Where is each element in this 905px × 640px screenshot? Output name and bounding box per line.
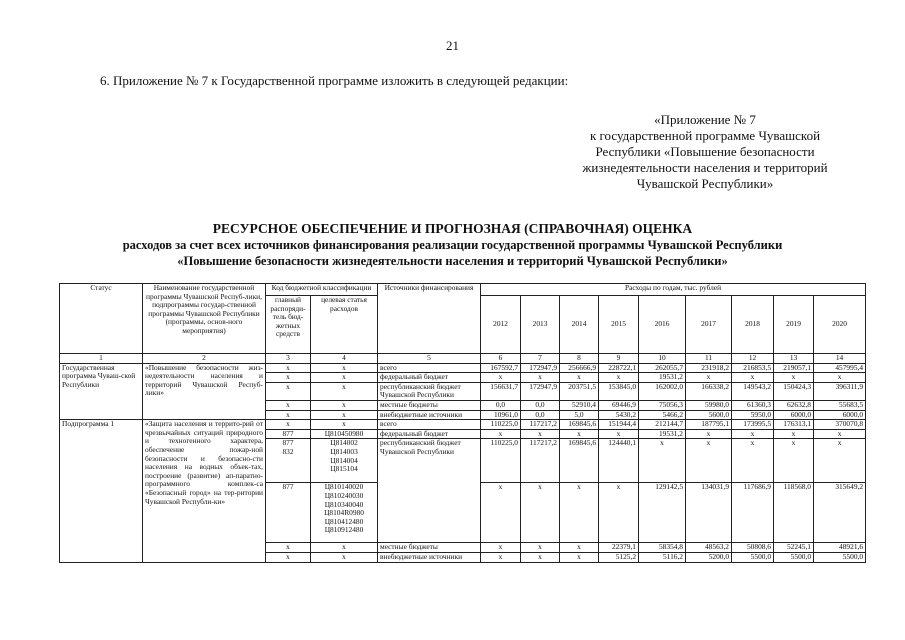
cell-value: x bbox=[481, 373, 521, 383]
cell-value: x bbox=[599, 483, 639, 543]
cell-main: 877 832 bbox=[266, 439, 311, 483]
cell-source: всего bbox=[378, 363, 481, 373]
cell-source: внебюджетные источники bbox=[378, 410, 481, 420]
cell-target: x bbox=[311, 410, 378, 420]
table-subtitle-program: «Повышение безопасности жизнедеятельности населения и территорий Чувашской Республики» bbox=[177, 254, 728, 268]
sp-status: Подпрограмма 1 bbox=[60, 420, 143, 562]
cell-main: x bbox=[266, 363, 311, 373]
col-number: 14 bbox=[814, 354, 866, 364]
cell-value: x bbox=[521, 552, 560, 562]
cell-value: 5950,0 bbox=[732, 410, 774, 420]
col-number: 4 bbox=[311, 354, 378, 364]
cell-value: x bbox=[814, 439, 866, 483]
table-title: РЕСУРСНОЕ ОБЕСПЕЧЕНИЕ И ПРОГНОЗНАЯ (СПРАВОЧНАЯ) ОЦЕНКА bbox=[212, 221, 693, 236]
cell-target: x bbox=[311, 543, 378, 553]
cell-value: 62632,8 bbox=[774, 400, 814, 410]
cell-value: 129142,5 bbox=[639, 483, 686, 543]
cell-value: 167592,7 bbox=[481, 363, 521, 373]
cell-value: x bbox=[686, 429, 732, 439]
cell-value: x bbox=[686, 373, 732, 383]
header-budget-code: Код бюджетной классификации bbox=[266, 284, 378, 296]
cell-value: x bbox=[521, 429, 560, 439]
cell-value: 110225,0 bbox=[481, 420, 521, 430]
col-number: 9 bbox=[599, 354, 639, 364]
cell-value: 203751,5 bbox=[560, 382, 599, 400]
header-target-item: целевая статья расходов bbox=[311, 296, 378, 354]
cell-main: x bbox=[266, 420, 311, 430]
cell-main: 877 bbox=[266, 429, 311, 439]
cell-target: Ц810450980 bbox=[311, 429, 378, 439]
cell-value: x bbox=[560, 429, 599, 439]
col-number: 13 bbox=[774, 354, 814, 364]
cell-value: 59980,0 bbox=[686, 400, 732, 410]
cell-value: 5500,0 bbox=[774, 552, 814, 562]
cell-value: 162002,0 bbox=[639, 382, 686, 400]
cell-value: x bbox=[560, 543, 599, 553]
cell-main: x bbox=[266, 382, 311, 400]
cell-value: 156631,7 bbox=[481, 382, 521, 400]
cell-value: 69446,9 bbox=[599, 400, 639, 410]
cell-value: 228722,1 bbox=[599, 363, 639, 373]
cell-value: 216853,5 bbox=[732, 363, 774, 373]
cell-value: 61360,3 bbox=[732, 400, 774, 410]
cell-value: 172947,9 bbox=[521, 363, 560, 373]
header-year: 2012 bbox=[481, 296, 521, 354]
cell-value: 231918,2 bbox=[686, 363, 732, 373]
appendix-header bbox=[540, 112, 870, 192]
cell-value: 19531,2 bbox=[639, 429, 686, 439]
cell-value: x bbox=[774, 373, 814, 383]
cell-source: местные бюджеты bbox=[378, 543, 481, 553]
cell-value: x bbox=[639, 439, 686, 483]
cell-value: 212144,7 bbox=[639, 420, 686, 430]
col-number: 6 bbox=[481, 354, 521, 364]
cell-value: x bbox=[560, 483, 599, 543]
cell-value: 117686,9 bbox=[732, 483, 774, 543]
cell-value: 0,0 bbox=[521, 410, 560, 420]
cell-value: 124440,1 bbox=[599, 439, 639, 483]
sp-name: «Защита населения и террито-рий от чрезвычайных ситуаций природного и техногенного характера, обеспечение пожар-ной безопасности и безопасно-сти населения на водных объек-тах, построение (развитие) ап-паратно-программного комплек-са «Безопасный город» на тер-ритории Чувашской Республи-ки» bbox=[143, 420, 266, 562]
cell-main: x bbox=[266, 543, 311, 553]
cell-value: x bbox=[560, 552, 599, 562]
cell-target: x bbox=[311, 400, 378, 410]
cell-value: 262055,7 bbox=[639, 363, 686, 373]
cell-value: 110225,0 bbox=[481, 439, 521, 483]
cell-value: x bbox=[481, 543, 521, 553]
cell-main: x bbox=[266, 400, 311, 410]
cell-value: 48563,2 bbox=[686, 543, 732, 553]
cell-value: 5466,2 bbox=[639, 410, 686, 420]
header-year: 2015 bbox=[599, 296, 639, 354]
cell-value: x bbox=[774, 429, 814, 439]
cell-main: x bbox=[266, 552, 311, 562]
appendix-line: «Приложение № 7 bbox=[654, 112, 756, 127]
cell-target: x bbox=[311, 373, 378, 383]
cell-value: 58354,8 bbox=[639, 543, 686, 553]
cell-value: x bbox=[599, 373, 639, 383]
cell-value: 5500,0 bbox=[732, 552, 774, 562]
cell-main: x bbox=[266, 410, 311, 420]
gp-name: «Повышение безопасности жиз-недеятельности населения и территорий Чувашской Респуб-лики» bbox=[143, 363, 266, 420]
cell-value: 5200,0 bbox=[686, 552, 732, 562]
cell-value: 5600,0 bbox=[686, 410, 732, 420]
cell-target: x bbox=[311, 382, 378, 400]
appendix-line: Республики «Повышение безопасности bbox=[595, 144, 815, 159]
cell-value: x bbox=[521, 543, 560, 553]
cell-value: 169845,6 bbox=[560, 439, 599, 483]
cell-value: 5116,2 bbox=[639, 552, 686, 562]
header-status: Статус bbox=[60, 284, 143, 354]
col-number: 3 bbox=[266, 354, 311, 364]
appendix-line: Чувашской Республики» bbox=[636, 176, 774, 191]
cell-value: 5430,2 bbox=[599, 410, 639, 420]
cell-value: 134031,9 bbox=[686, 483, 732, 543]
cell-source: местные бюджеты bbox=[378, 400, 481, 410]
col-number: 8 bbox=[560, 354, 599, 364]
cell-value: 153845,0 bbox=[599, 382, 639, 400]
header-expenses: Расходы по годам, тыс. рублей bbox=[481, 284, 866, 296]
cell-value: x bbox=[814, 373, 866, 383]
cell-value: x bbox=[686, 439, 732, 483]
cell-value: 117217,2 bbox=[521, 439, 560, 483]
header-source: Источники финансирования bbox=[378, 284, 481, 354]
cell-value: x bbox=[481, 552, 521, 562]
cell-value: x bbox=[774, 439, 814, 483]
col-number: 11 bbox=[686, 354, 732, 364]
cell-source: республиканский бюджет Чувашской Республики bbox=[378, 382, 481, 400]
cell-value: 172947,9 bbox=[521, 382, 560, 400]
cell-value: 219057,1 bbox=[774, 363, 814, 373]
cell-source: федеральный бюджет bbox=[378, 429, 481, 439]
cell-value: 19531,2 bbox=[639, 373, 686, 383]
cell-source: внебюджетные источники bbox=[378, 552, 481, 562]
cell-value: 176313,1 bbox=[774, 420, 814, 430]
header-year: 2018 bbox=[732, 296, 774, 354]
cell-value: 6000,0 bbox=[814, 410, 866, 420]
intro-paragraph: 6. Приложение № 7 к Государственной программе изложить в следующей редакции: bbox=[100, 73, 569, 88]
cell-value: 396311,9 bbox=[814, 382, 866, 400]
header-year: 2020 bbox=[814, 296, 866, 354]
cell-value: 118568,0 bbox=[774, 483, 814, 543]
cell-source: республиканский бюджет Чувашской Республики bbox=[378, 439, 481, 543]
cell-value: 173995,5 bbox=[732, 420, 774, 430]
cell-value: 166338,2 bbox=[686, 382, 732, 400]
cell-value: 5500,0 bbox=[814, 552, 866, 562]
col-number: 2 bbox=[143, 354, 266, 364]
cell-main: 877 bbox=[266, 483, 311, 543]
cell-value: x bbox=[481, 483, 521, 543]
cell-value: 169845,6 bbox=[560, 420, 599, 430]
header-main-manager: главный распоряди-тель бюд-жетных средств bbox=[266, 296, 311, 354]
cell-value: x bbox=[481, 429, 521, 439]
cell-value: x bbox=[521, 373, 560, 383]
cell-value: 117217,2 bbox=[521, 420, 560, 430]
cell-value: 0,0 bbox=[481, 400, 521, 410]
header-year: 2014 bbox=[560, 296, 599, 354]
cell-target: Ц810140020 Ц810240030 Ц810340040 Ц8104R0980 Ц810412480 Ц810912480 bbox=[311, 483, 378, 543]
cell-value: x bbox=[521, 483, 560, 543]
cell-target: x bbox=[311, 552, 378, 562]
cell-value: x bbox=[599, 429, 639, 439]
col-number: 7 bbox=[521, 354, 560, 364]
col-number: 1 bbox=[60, 354, 143, 364]
cell-value: 52245,1 bbox=[774, 543, 814, 553]
cell-value: 5,0 bbox=[560, 410, 599, 420]
table-row bbox=[60, 363, 866, 373]
cell-value: x bbox=[732, 429, 774, 439]
gp-status: Государственная программа Чуваш-ской Республики bbox=[60, 363, 143, 420]
cell-value: 149543,2 bbox=[732, 382, 774, 400]
col-number: 12 bbox=[732, 354, 774, 364]
cell-value: 315649,2 bbox=[814, 483, 866, 543]
cell-value: 52910,4 bbox=[560, 400, 599, 410]
table-row bbox=[60, 420, 866, 430]
cell-value: x bbox=[814, 429, 866, 439]
header-year: 2013 bbox=[521, 296, 560, 354]
col-number: 5 bbox=[378, 354, 481, 364]
cell-target: Ц814002 Ц814003 Ц814004 Ц815104 bbox=[311, 439, 378, 483]
cell-target: x bbox=[311, 420, 378, 430]
cell-value: 22379,1 bbox=[599, 543, 639, 553]
cell-value: 0,0 bbox=[521, 400, 560, 410]
cell-source: федеральный бюджет bbox=[378, 373, 481, 383]
header-year: 2016 bbox=[639, 296, 686, 354]
cell-value: 370070,8 bbox=[814, 420, 866, 430]
cell-value: 10961,0 bbox=[481, 410, 521, 420]
cell-value: 48921,6 bbox=[814, 543, 866, 553]
col-number: 10 bbox=[639, 354, 686, 364]
cell-value: x bbox=[560, 373, 599, 383]
appendix-line: жизнедеятельности населения и территорий bbox=[582, 160, 828, 175]
appendix-line: к государственной программе Чувашской bbox=[589, 128, 821, 143]
cell-value: 50808,6 bbox=[732, 543, 774, 553]
table-subtitle: расходов за счет всех источников финансирования реализации государственной программы Чувашской Республики bbox=[122, 238, 783, 252]
cell-value: 5125,2 bbox=[599, 552, 639, 562]
cell-value: 6000,0 bbox=[774, 410, 814, 420]
cell-target: x bbox=[311, 363, 378, 373]
header-name: Наименование государственной программы Чувашской Респуб-лики, подпрограммы государ-ственной программы Чувашской Республики (программы, основ-ного мероприятия) bbox=[143, 284, 266, 354]
resource-table bbox=[59, 283, 866, 563]
cell-value: x bbox=[732, 439, 774, 483]
cell-value: 55683,5 bbox=[814, 400, 866, 410]
header-year: 2019 bbox=[774, 296, 814, 354]
cell-value: 151944,4 bbox=[599, 420, 639, 430]
cell-value: 187795,1 bbox=[686, 420, 732, 430]
cell-value: 150424,3 bbox=[774, 382, 814, 400]
cell-source: всего bbox=[378, 420, 481, 430]
cell-value: 256666,9 bbox=[560, 363, 599, 373]
page-number: 21 bbox=[446, 38, 459, 53]
cell-value: x bbox=[732, 373, 774, 383]
cell-value: 75056,3 bbox=[639, 400, 686, 410]
cell-value: 457995,4 bbox=[814, 363, 866, 373]
cell-main: x bbox=[266, 373, 311, 383]
header-year: 2017 bbox=[686, 296, 732, 354]
